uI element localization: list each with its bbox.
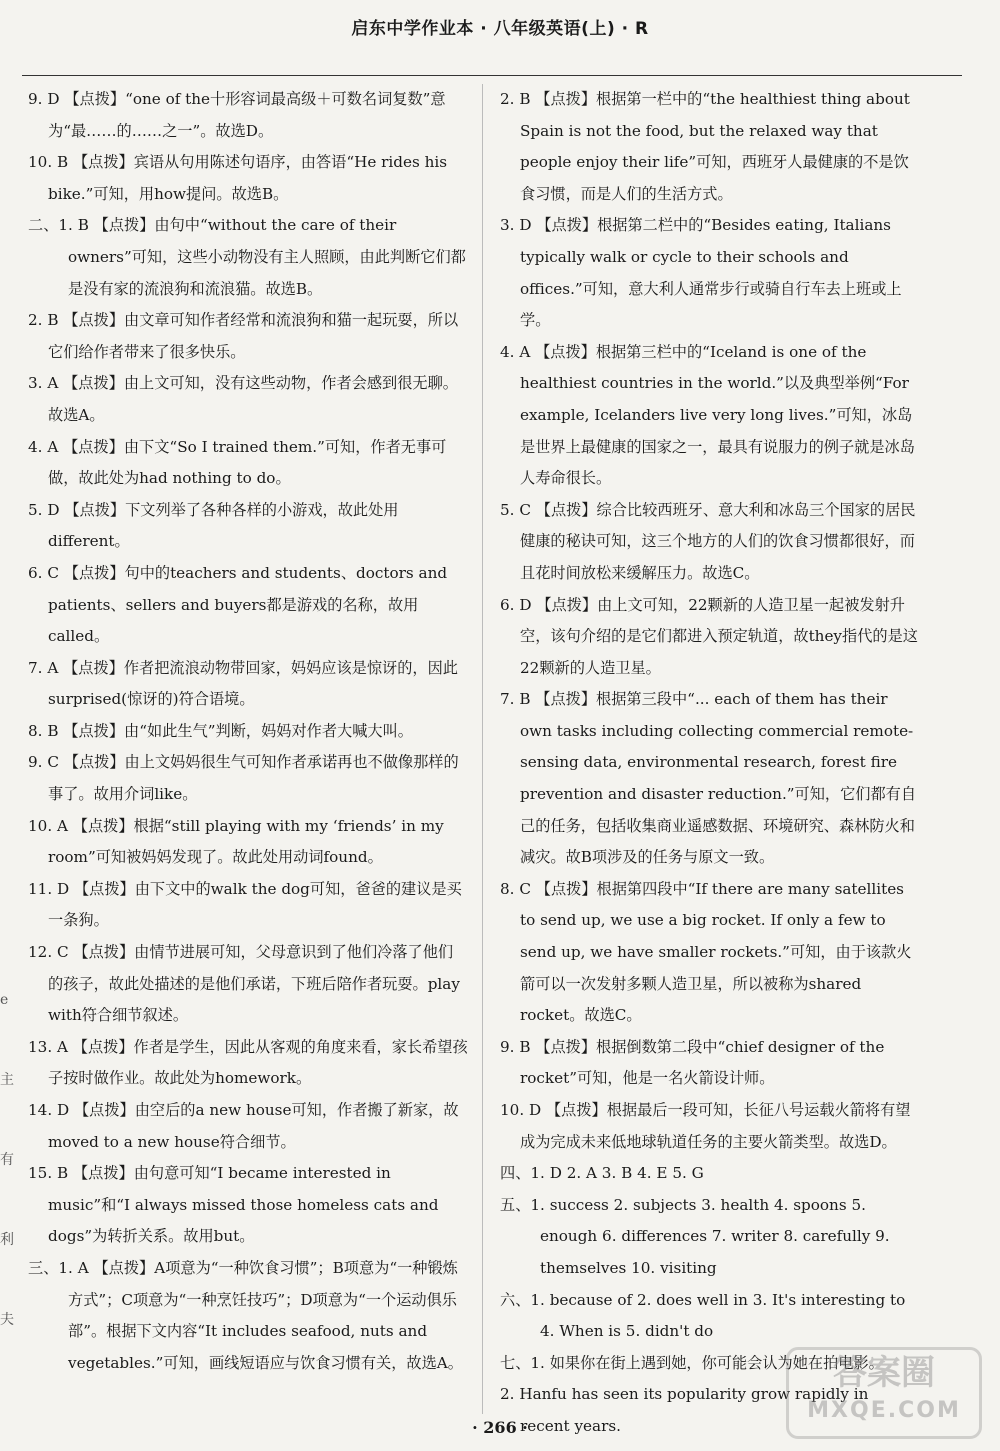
column-divider — [482, 84, 483, 1414]
answer-item: 2. B 【点拨】由文章可知作者经常和流浪狗和猫一起玩耍，所以它们给作者带来了很多快乐。 — [28, 311, 459, 361]
answer-item: 5. C 【点拨】综合比较西班牙、意大利和冰岛三个国家的居民健康的秘诀可知，这三个地方的人们的饮食习惯都很好，而且花时间放松来缓解压力。故选C。 — [500, 500, 916, 582]
answer-item: 12. C 【点拨】由情节进展可知，父母意识到了他们冷落了他们的孩子，故此处描述的是他们承诺，下班后陪作者玩耍。play with符合细节叙述。 — [28, 943, 460, 1025]
answer-item: 8. C 【点拨】根据第四段中“If there are many satellites to send up, we use a big rocket. If only a few to send up, we have smaller rockets.”可知，由于该款火箭可以一次发射多颗人造卫星，所以被称为shared rocket。故选C。 — [500, 879, 912, 1025]
answer-item: 7. B 【点拨】根据第三段中“... each of them has their own tasks including collecting commercial remote-sensing data, environmental research, forest fire prevention and disaster reduction.”可知，它们都有自己的任务，包括收集商业遥感数据、环境研究、森林防火和减灾。故B项涉及的任务与原文一致。 — [500, 690, 917, 867]
answer-item: 9. C 【点拨】由上文妈妈很生气可知作者承诺再也不做像那样的事了。故用介词like。 — [28, 753, 459, 804]
answer-item: 9. D 【点拨】“one of the十形容词最高级＋可数名词复数”意为“最……的……之一”。故选D。 — [28, 90, 446, 140]
page-header: 启东中学作业本 · 八年级英语(上) · R — [351, 19, 649, 39]
answer-item: 四、1. D 2. A 3. B 4. E 5. G — [500, 1164, 704, 1183]
answer-item: 10. B 【点拨】宾语从句用陈述句语序，由答语“He rides his bike.”可知，用how提问。故选B。 — [28, 153, 448, 203]
answer-item: 6. D 【点拨】由上文可知，22颗新的人造卫星一起被发射升空，该句介绍的是它们都进入预定轨道，故they指代的是这22颗新的人造卫星。 — [500, 595, 918, 677]
answer-item: 4. A 【点拨】由下文“So I trained them.”可知，作者无事可做，故此处为had nothing to do。 — [28, 437, 447, 488]
page-number: · 266 · — [472, 1418, 528, 1437]
answer-item: 9. B 【点拨】根据倒数第二段中“chief designer of the rocket”可知，他是一名火箭设计师。 — [500, 1037, 885, 1088]
answer-item: 10. D 【点拨】根据最后一段可知，长征八号运载火箭将有望成为完成未来低地球轨道任务的主要火箭类型。故选D。 — [500, 1101, 911, 1151]
answer-item: 2. B 【点拨】根据第一栏中的“the healthiest thing about Spain is not the food, but the relaxed way that people enjoy their life”可知，西班牙人最健康的不是饮食习惯，而是人们的生活方式。 — [500, 90, 910, 203]
answer-item: 三、1. A 【点拨】A项意为“一种饮食习惯”；B项意为“一种锻炼方式”；C项意为“一种烹饪技巧”；D项意为“一个运动俱乐部”。根据下文内容“It includes seafood, nuts and vegetables.”可知，画线短语应与饮食习惯有关，故选A。 — [28, 1258, 463, 1372]
answer-item: 7. A 【点拨】作者把流浪动物带回家，妈妈应该是惊讶的，因此surprised(惊讶的)符合语境。 — [28, 658, 458, 709]
answer-item: 5. D 【点拨】下文列举了各种各样的小游戏，故此处用different。 — [28, 500, 399, 551]
answer-item: 8. B 【点拨】由“如此生气”判断，妈妈对作者大喊大叫。 — [28, 721, 413, 740]
answer-item: 3. D 【点拨】根据第二栏中的“Besides eating, Italians typically walk or cycle to their schools and offices.”可知，意大利人通常步行或骑自行车去上班或上学。 — [500, 216, 902, 330]
answer-item: 七、1. 如果你在街上遇到她，你可能会认为她在拍电影。 — [500, 1353, 884, 1372]
answer-item: 13. A 【点拨】作者是学生，因此从客观的角度来看，家长希望孩子按时做作业。故此处为homework。 — [28, 1037, 468, 1088]
left-column — [28, 84, 468, 1379]
answer-item: 15. B 【点拨】由句意可知“I became interested in music”和“I always missed those homeless cats and dogs”为转折关系。故用but。 — [28, 1164, 439, 1246]
answer-item: 六、1. because of 2. does well in 3. It's interesting to 4. When is 5. didn't do — [500, 1290, 906, 1341]
answer-item: 10. A 【点拨】根据“still playing with my ‘friends’ in my room”可知被妈妈发现了。故此处用动词found。 — [28, 816, 444, 867]
answer-item: 五、1. success 2. subjects 3. health 4. spoons 5. enough 6. differences 7. writer 8. carefully 9. themselves 10. visiting — [500, 1195, 890, 1277]
answer-item: 3. A 【点拨】由上文可知，没有这些动物，作者会感到很无聊。故选A。 — [28, 374, 458, 424]
answer-item: 11. D 【点拨】由下文中的walk the dog可知，爸爸的建议是买一条狗。 — [28, 879, 462, 930]
answer-item: 4. A 【点拨】根据第三栏中的“Iceland is one of the healthiest countries in the world.”以及典型举例“For example, Icelanders live very long lives.”可知，冰岛是世界上最健康的国家之一，最具有说服力的例子就是冰岛人寿命很长。 — [500, 342, 915, 488]
watermark-top-text: 答案圈 — [833, 1353, 935, 1393]
answer-item: 二、1. B 【点拨】由句中“without the care of their owners”可知，这些小动物没有主人照顾，由此判断它们都是没有家的流浪狗和流浪猫。故选B。 — [28, 216, 466, 298]
watermark-bottom-text: MXQE.COM — [807, 1398, 961, 1423]
header-rule — [22, 75, 962, 76]
answer-item: 14. D 【点拨】由空后的a new house可知，作者搬了新家，故moved to a new house符合细节。 — [28, 1101, 459, 1151]
watermark-logo — [786, 1347, 982, 1439]
right-column — [500, 84, 920, 1443]
edge-marks: e 主 有 利 夫 — [0, 992, 14, 1328]
answer-item: 6. C 【点拨】句中的teachers and students、doctors and patients、sellers and buyers都是游戏的名称，故用called。 — [28, 563, 448, 646]
answer-item: 2. Hanfu has seen its popularity grow rapidly in recent years. — [500, 1385, 869, 1435]
